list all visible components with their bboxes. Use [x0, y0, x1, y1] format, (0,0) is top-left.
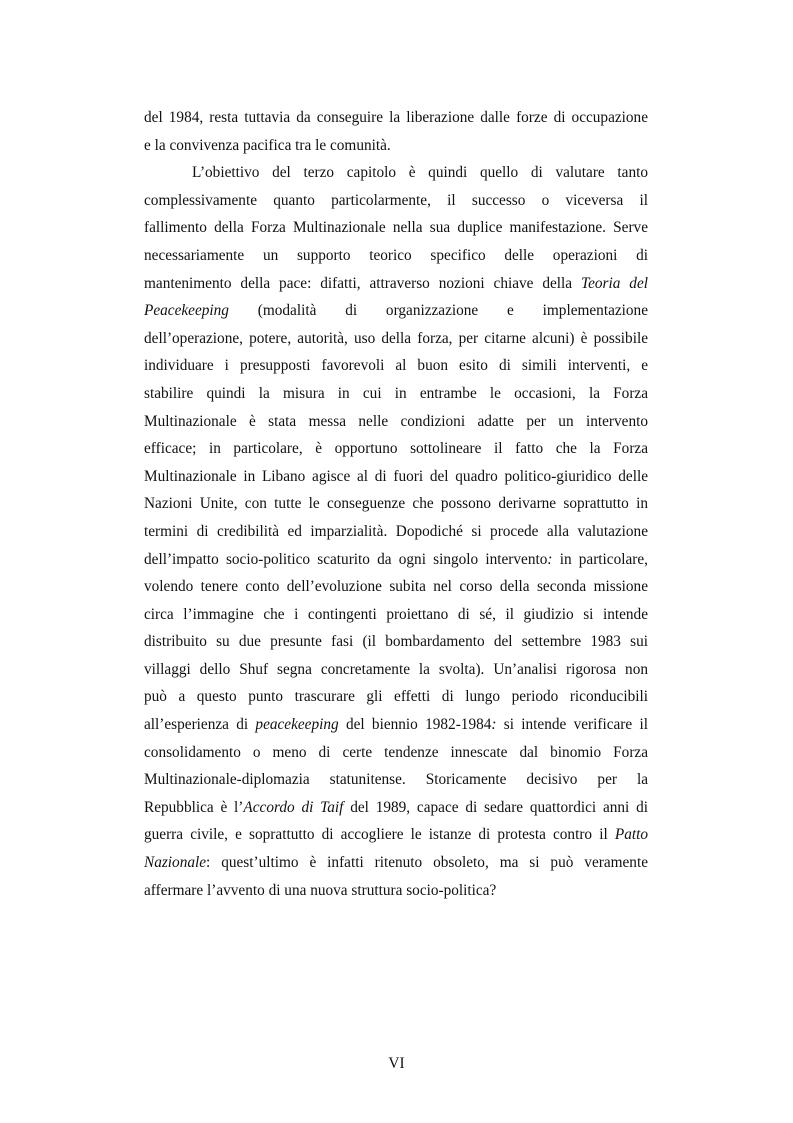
text-line	[144, 159, 648, 187]
text-line	[144, 766, 648, 794]
text-line	[144, 546, 648, 574]
text-line	[144, 297, 648, 325]
text-line	[144, 187, 648, 215]
text-segment: : quest’ultimo è infatti ritenuto obsoleto, ma si può veramente	[206, 854, 648, 872]
text-segment: affermare l’avvento di una nuova struttura socio-politica?	[144, 881, 497, 899]
text-segment: all’esperienza di	[144, 716, 256, 734]
text-segment: del biennio 1982-1984	[338, 716, 492, 734]
italic-term: :	[491, 716, 497, 734]
text-line	[144, 490, 648, 518]
text-segment: circa l’immagine che i contingenti proiettano di sé, il giudizio si intende	[144, 605, 648, 623]
text-segment: Multinazionale-diplomazia statunitense. Storicamente decisivo per la	[144, 771, 648, 789]
text-line	[144, 601, 648, 629]
page-number: VI	[388, 1055, 405, 1072]
italic-term: Nazionale	[144, 854, 207, 872]
text-segment: necessariamente un supporto teorico specifico delle operazioni di	[144, 246, 648, 264]
text-segment: può a questo punto trascurare gli effetti di lungo periodo riconducibili	[144, 688, 648, 706]
italic-term: Accordo di Taif	[243, 798, 344, 816]
italic-term: Peacekeeping	[144, 302, 229, 320]
italic-term: Patto	[614, 826, 648, 844]
document-body	[144, 104, 648, 904]
text-line	[144, 821, 648, 849]
text-line: e la convivenza pacifica tra le comunità.	[144, 136, 391, 154]
text-line	[144, 794, 648, 822]
text-segment: stabilire quindi la misura in cui in entrambe le occasioni, la Forza	[144, 384, 648, 402]
text-line	[144, 214, 648, 242]
text-line	[144, 463, 648, 491]
text-segment: Repubblica è l’	[144, 798, 244, 816]
text-segment: dell’impatto socio-politico scaturito da ogni singolo intervento	[144, 550, 548, 568]
text-line	[144, 408, 648, 436]
text-line	[144, 325, 648, 353]
text-line	[144, 656, 648, 684]
text-segment: consolidamento o meno di certe tendenze innescate dal binomio Forza	[144, 743, 648, 761]
text-line	[144, 352, 648, 380]
text-line	[144, 380, 648, 408]
italic-term: peacekeeping	[255, 716, 339, 734]
text-segment: Nazioni Unite, con tutte le conseguenze che possono derivarne soprattutto in	[144, 495, 648, 513]
text-segment: distribuito su due presunte fasi (il bombardamento del settembre 1983 sui	[144, 633, 648, 651]
text-line	[144, 849, 648, 877]
paragraph-2	[144, 159, 648, 904]
text-segment: (modalità di organizzazione e implementazione	[228, 302, 648, 320]
text-segment: si intende verificare il	[496, 716, 648, 734]
text-line	[144, 711, 648, 739]
text-segment: volendo tenere conto dell’evoluzione subita nel corso della seconda missione	[144, 578, 648, 596]
text-segment: Multinazionale è stata messa nelle condizioni adatte per un intervento	[144, 412, 648, 430]
text-segment: in particolare,	[552, 550, 648, 568]
text-line	[144, 435, 648, 463]
text-segment: del 1989, capace di sedare quattordici anni di	[343, 798, 648, 816]
text-segment: L’obiettivo del terzo capitolo è quindi quello di valutare tanto	[192, 164, 648, 182]
text-line	[144, 270, 648, 298]
italic-term: :	[547, 550, 553, 568]
text-segment: villaggi dello Shuf segna concretamente la svolta). Un’analisi rigorosa non	[144, 660, 648, 678]
text-line	[144, 242, 648, 270]
text-line	[144, 683, 648, 711]
text-segment: Multinazionale in Libano agisce al di fuori del quadro politico-giuridico delle	[144, 467, 648, 485]
text-segment: mantenimento della pace: difatti, attraverso nozioni chiave della	[144, 274, 581, 292]
paragraph-1	[144, 104, 648, 159]
text-line	[144, 518, 648, 546]
italic-term: Teoria del	[581, 274, 648, 292]
text-segment: fallimento della Forza Multinazionale nella sua duplice manifestazione. Serve	[144, 219, 648, 237]
text-segment: termini di credibilità ed imparzialità. Dopodiché si procede alla valutazione	[144, 522, 648, 540]
text-line	[144, 573, 648, 601]
text-line	[144, 739, 648, 767]
text-line: del 1984, resta tuttavia da conseguire la liberazione dalle forze di occupazione	[144, 109, 648, 126]
text-line	[144, 628, 648, 656]
text-segment: dell’operazione, potere, autorità, uso della forza, per citarne alcuni) è possibile	[144, 329, 648, 347]
text-segment: complessivamente quanto particolarmente, il successo o viceversa il	[144, 191, 648, 209]
text-segment: guerra civile, e soprattutto di accogliere le istanze di protesta contro il	[144, 826, 615, 844]
text-segment: individuare i presupposti favorevoli al buon esito di simili interventi, e	[144, 357, 648, 375]
text-line	[144, 877, 648, 905]
text-segment: efficace; in particolare, è opportuno sottolineare il fatto che la Forza	[144, 440, 648, 458]
